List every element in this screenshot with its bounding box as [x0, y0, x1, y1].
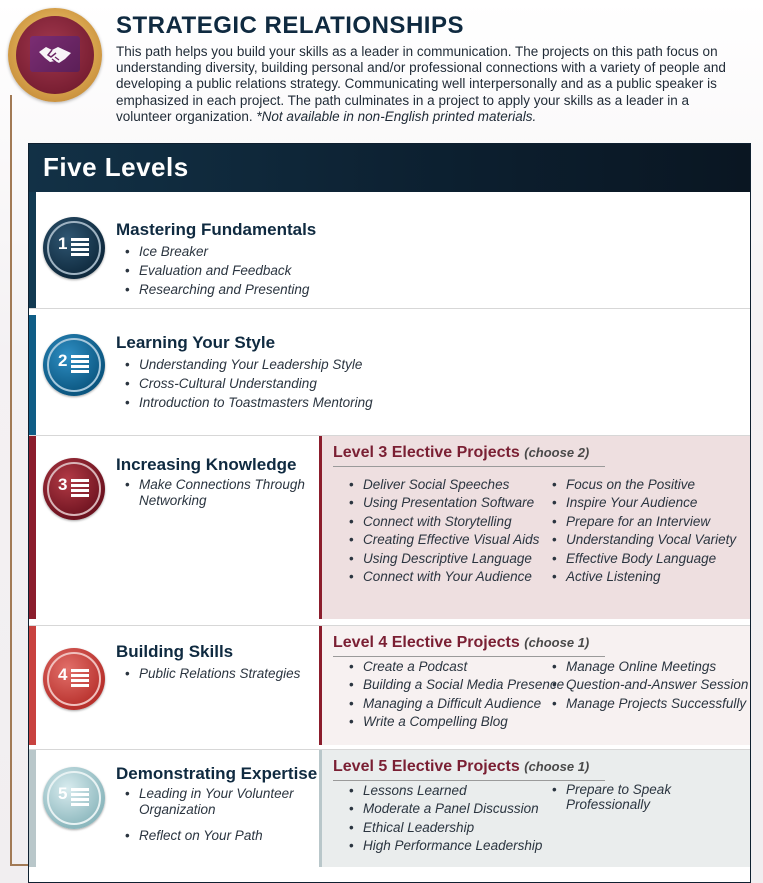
level-4-number: 4: [58, 665, 68, 684]
level-4-row: [29, 625, 750, 745]
panel-header: [29, 144, 750, 192]
list-item: • Understanding Vocal Variety: [552, 531, 736, 549]
list-item: • Leading in Your Volunteer Organization: [125, 786, 305, 818]
list-item: • Using Presentation Software: [349, 494, 539, 512]
list-item: • Focus on the Positive: [552, 476, 736, 494]
level-3-icon: [43, 458, 105, 520]
level-3-projects: [125, 477, 315, 509]
bottom-border-rule: [10, 864, 30, 866]
level-4-projects: [125, 664, 300, 683]
list-item: • Building a Social Media Presence: [349, 676, 564, 694]
list-item: • Understanding Your Leadership Style: [125, 355, 373, 374]
list-item: • Lessons Learned: [349, 782, 542, 800]
choose-count: (choose 1): [524, 759, 590, 774]
list-item: • Ethical Leadership: [349, 819, 542, 837]
list-item: • Question-and-Answer Session: [552, 676, 748, 694]
level-2-projects: [125, 355, 373, 412]
list-item: • Prepare to Speak Professionally: [552, 782, 702, 812]
level-1-number: 1: [58, 234, 68, 253]
list-item: • Cross-Cultural Understanding: [125, 374, 373, 393]
level-1-row: [29, 192, 750, 308]
list-item: • Public Relations Strategies: [125, 664, 300, 683]
list-item: • Using Descriptive Language: [349, 550, 539, 568]
intro-note: *Not available in non-English printed materials.: [256, 108, 537, 124]
level-2-stripe: [29, 315, 36, 441]
level-5-icon: [43, 767, 105, 829]
level-4-elective-col-1: [349, 658, 564, 732]
level-3-elective-col-2: [552, 476, 736, 586]
level-3-number: 3: [58, 475, 68, 494]
level-5-elective-title: Level 5 Elective Projects (choose 1): [333, 758, 590, 775]
level-5-stripe: [29, 750, 36, 867]
level-1-name: Mastering Fundamentals: [116, 220, 317, 239]
list-item: • Effective Body Language: [552, 550, 736, 568]
level-4-elective-title: Level 4 Elective Projects (choose 1): [333, 634, 590, 651]
list-item: • Prepare for an Interview: [552, 513, 736, 531]
level-1-stripe: [29, 192, 36, 308]
level-1-icon: [43, 217, 105, 279]
choose-count: (choose 2): [524, 445, 590, 460]
level-3-row: [29, 435, 750, 619]
list-item: • Manage Online Meetings: [552, 658, 748, 676]
level-5-row: [29, 749, 750, 867]
list-item: • Write a Compelling Blog: [349, 713, 564, 731]
level-4-stripe: [29, 626, 36, 745]
level-5-name: Demonstrating Expertise: [116, 764, 318, 783]
level-3-name: Increasing Knowledge: [116, 455, 297, 474]
level-2-name: Learning Your Style: [116, 333, 276, 352]
list-item: • Managing a Difficult Audience: [349, 695, 564, 713]
handshake-icon: [30, 36, 80, 72]
level-1-projects: [125, 242, 309, 299]
list-item: • Moderate a Panel Discussion: [349, 800, 542, 818]
list-item: • Manage Projects Successfully: [552, 695, 748, 713]
level-3-electives: [319, 436, 750, 619]
list-item: • Ice Breaker: [125, 242, 309, 261]
level-5-electives: [319, 750, 750, 867]
left-border-rule: [10, 95, 12, 865]
level-2-icon: [43, 334, 105, 396]
list-item: • Reflect on Your Path: [125, 826, 305, 845]
level-5-elective-col-1: [349, 782, 542, 856]
list-item: • Creating Effective Visual Aids: [349, 531, 539, 549]
list-item: • Connect with Your Audience: [349, 568, 539, 586]
list-item: • Make Connections Through Networking: [125, 477, 315, 509]
level-3-stripe: [29, 436, 36, 619]
choose-count: (choose 1): [524, 635, 590, 650]
level-4-electives: [319, 626, 750, 745]
list-item: • Active Listening: [552, 568, 736, 586]
five-levels-panel: [28, 143, 751, 883]
level-4-name: Building Skills: [116, 642, 234, 661]
list-item: • Introduction to Toastmasters Mentoring: [125, 393, 373, 412]
page-title: STRATEGIC RELATIONSHIPS: [116, 12, 464, 39]
list-item: • Researching and Presenting: [125, 280, 309, 299]
list-item: • Connect with Storytelling: [349, 513, 539, 531]
level-5-projects: [125, 786, 305, 845]
path-badge: [8, 8, 102, 102]
level-4-icon: [43, 648, 105, 710]
level-4-elective-col-2: [552, 658, 748, 713]
level-5-number: 5: [58, 784, 68, 803]
list-item: • Inspire Your Audience: [552, 494, 736, 512]
level-3-elective-title: Level 3 Elective Projects (choose 2): [333, 444, 590, 461]
intro-text: This path helps you build your skills as a leader in communication. The projects on this path focus on understanding diversity, building personal and/or professional connections with a variety of people and developing a public relations strategy. Communicating well interpersonally and as a public speaker is emphasized in each project. The path culminates in a project to apply your skills as a leader in a volunteer organization.: [116, 44, 726, 124]
level-3-elective-col-1: [349, 476, 539, 586]
level-2-row: [29, 308, 750, 435]
level-2-number: 2: [58, 351, 68, 370]
panel-title: Five Levels: [43, 152, 189, 182]
list-item: • Evaluation and Feedback: [125, 261, 309, 280]
list-item: • Deliver Social Speeches: [349, 476, 539, 494]
level-5-elective-col-2: [552, 782, 702, 812]
list-item: • Create a Podcast: [349, 658, 564, 676]
list-item: • High Performance Leadership: [349, 837, 542, 855]
intro-paragraph: [116, 44, 736, 125]
